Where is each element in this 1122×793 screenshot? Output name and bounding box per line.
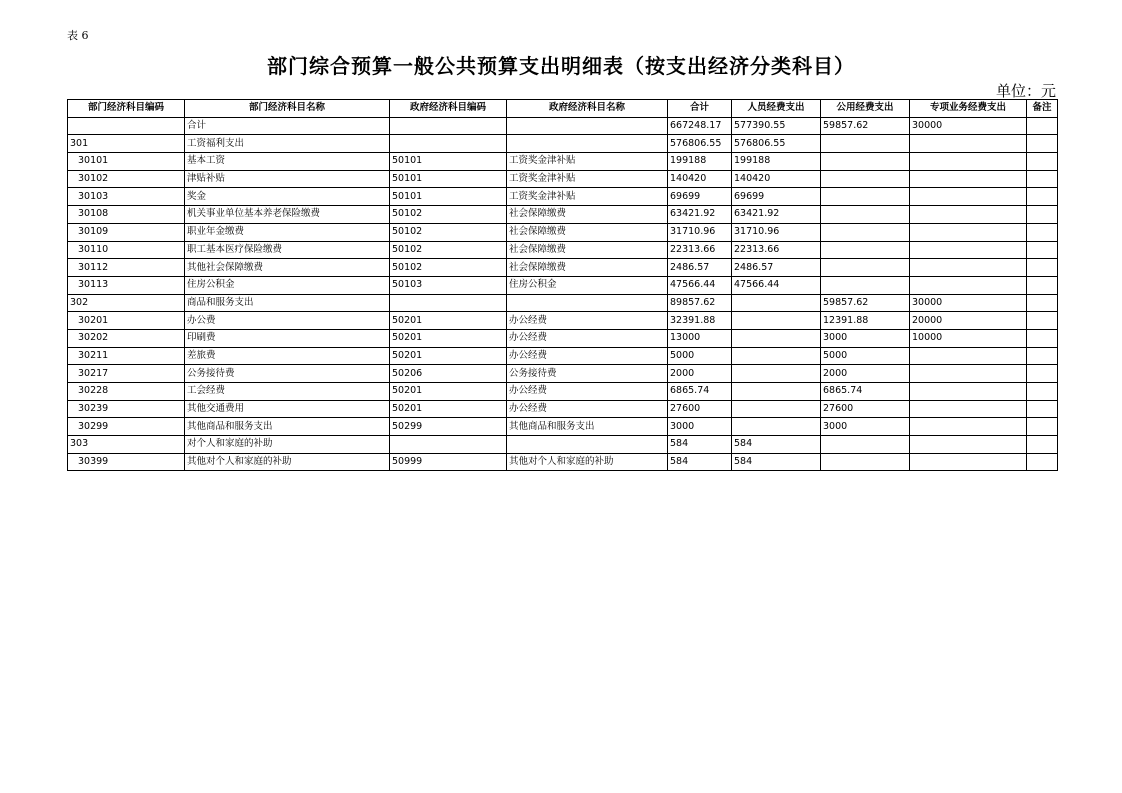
table-row [68,188,1058,206]
table-row [68,329,1058,347]
public-cell: 3000 [821,329,910,347]
gov-code-cell: 50101 [390,188,507,206]
column-header: 合计 [668,100,732,118]
total-cell: 140420 [668,170,732,188]
gov-name-cell: 工资奖金津补贴 [507,188,668,206]
gov-name-cell [507,436,668,454]
dept-code-cell: 301 [68,135,185,153]
gov-code-cell: 50103 [390,276,507,294]
remark-cell [1027,383,1058,401]
gov-name-cell: 办公经费 [507,329,668,347]
dept-name-cell: 公务接待费 [185,365,390,383]
table-row [68,347,1058,365]
table-row [68,153,1058,171]
remark-cell [1027,329,1058,347]
public-cell [821,170,910,188]
special-cell: 10000 [910,329,1027,347]
dept-code-cell: 30101 [68,153,185,171]
gov-name-cell: 办公经费 [507,400,668,418]
special-cell [910,259,1027,277]
total-cell: 199188 [668,153,732,171]
public-cell [821,206,910,224]
public-cell [821,223,910,241]
total-cell: 6865.74 [668,383,732,401]
gov-code-cell: 50201 [390,347,507,365]
total-cell: 89857.62 [668,294,732,312]
dept-name-cell: 其他商品和服务支出 [185,418,390,436]
total-cell: 584 [668,453,732,471]
public-cell [821,135,910,153]
gov-name-cell: 社会保障缴费 [507,223,668,241]
dept-code-cell: 30113 [68,276,185,294]
dept-name-cell: 工资福利支出 [185,135,390,153]
column-header: 政府经济科目名称 [507,100,668,118]
gov-code-cell: 50201 [390,329,507,347]
dept-name-cell: 工会经费 [185,383,390,401]
remark-cell [1027,312,1058,330]
column-header: 备注 [1027,100,1058,118]
personnel-cell: 2486.57 [732,259,821,277]
gov-name-cell: 其他商品和服务支出 [507,418,668,436]
remark-cell [1027,436,1058,454]
personnel-cell [732,418,821,436]
personnel-cell: 576806.55 [732,135,821,153]
remark-cell [1027,365,1058,383]
dept-code-cell [68,117,185,135]
dept-code-cell: 30217 [68,365,185,383]
personnel-cell: 47566.44 [732,276,821,294]
gov-name-cell: 公务接待费 [507,365,668,383]
total-cell: 3000 [668,418,732,436]
public-cell [821,153,910,171]
personnel-cell: 63421.92 [732,206,821,224]
gov-code-cell: 50206 [390,365,507,383]
remark-cell [1027,418,1058,436]
dept-code-cell: 30201 [68,312,185,330]
dept-name-cell: 职业年金缴费 [185,223,390,241]
table-row [68,117,1058,135]
gov-name-cell [507,294,668,312]
dept-code-cell: 30299 [68,418,185,436]
table-body [68,117,1058,471]
gov-name-cell: 社会保障缴费 [507,259,668,277]
dept-code-cell: 30110 [68,241,185,259]
total-cell: 22313.66 [668,241,732,259]
column-header: 部门经济科目编码 [68,100,185,118]
special-cell [910,453,1027,471]
remark-cell [1027,294,1058,312]
gov-code-cell: 50102 [390,223,507,241]
dept-name-cell: 职工基本医疗保险缴费 [185,241,390,259]
gov-name-cell [507,117,668,135]
special-cell: 30000 [910,117,1027,135]
dept-name-cell: 其他对个人和家庭的补助 [185,453,390,471]
gov-code-cell: 50299 [390,418,507,436]
public-cell: 5000 [821,347,910,365]
gov-code-cell: 50101 [390,170,507,188]
special-cell [910,153,1027,171]
table-row [68,383,1058,401]
remark-cell [1027,153,1058,171]
personnel-cell: 31710.96 [732,223,821,241]
total-cell: 13000 [668,329,732,347]
dept-name-cell: 津贴补贴 [185,170,390,188]
special-cell [910,436,1027,454]
gov-name-cell: 办公经费 [507,312,668,330]
unit-label: 单位：元 [995,82,1056,100]
public-cell: 6865.74 [821,383,910,401]
total-cell: 27600 [668,400,732,418]
gov-code-cell [390,117,507,135]
gov-name-cell: 办公经费 [507,383,668,401]
gov-code-cell: 50999 [390,453,507,471]
personnel-cell: 22313.66 [732,241,821,259]
dept-name-cell: 合计 [185,117,390,135]
remark-cell [1027,276,1058,294]
special-cell: 20000 [910,312,1027,330]
personnel-cell: 584 [732,453,821,471]
remark-cell [1027,400,1058,418]
dept-code-cell: 30102 [68,170,185,188]
gov-code-cell [390,294,507,312]
gov-code-cell: 50201 [390,400,507,418]
public-cell: 59857.62 [821,294,910,312]
total-cell: 47566.44 [668,276,732,294]
special-cell [910,400,1027,418]
remark-cell [1027,117,1058,135]
personnel-cell: 199188 [732,153,821,171]
total-cell: 69699 [668,188,732,206]
dept-name-cell: 差旅费 [185,347,390,365]
dept-name-cell: 其他交通费用 [185,400,390,418]
dept-code-cell: 30239 [68,400,185,418]
personnel-cell [732,365,821,383]
special-cell [910,188,1027,206]
personnel-cell: 577390.55 [732,117,821,135]
special-cell [910,135,1027,153]
dept-code-cell: 30211 [68,347,185,365]
dept-code-cell: 30103 [68,188,185,206]
table-row [68,365,1058,383]
personnel-cell [732,383,821,401]
personnel-cell [732,329,821,347]
dept-name-cell: 印刷费 [185,329,390,347]
personnel-cell [732,347,821,365]
gov-code-cell: 50102 [390,241,507,259]
public-cell [821,276,910,294]
special-cell [910,418,1027,436]
remark-cell [1027,259,1058,277]
public-cell: 3000 [821,418,910,436]
table-number: 表 6 [67,29,89,42]
special-cell [910,206,1027,224]
table-row [68,312,1058,330]
table-row [68,170,1058,188]
public-cell: 12391.88 [821,312,910,330]
dept-code-cell: 30202 [68,329,185,347]
dept-code-cell: 30112 [68,259,185,277]
gov-name-cell: 工资奖金津补贴 [507,153,668,171]
dept-code-cell: 302 [68,294,185,312]
public-cell [821,241,910,259]
personnel-cell: 69699 [732,188,821,206]
total-cell: 31710.96 [668,223,732,241]
remark-cell [1027,347,1058,365]
gov-code-cell: 50201 [390,312,507,330]
table-row [68,259,1058,277]
special-cell [910,223,1027,241]
remark-cell [1027,241,1058,259]
total-cell: 63421.92 [668,206,732,224]
personnel-cell [732,400,821,418]
special-cell [910,241,1027,259]
dept-name-cell: 奖金 [185,188,390,206]
dept-name-cell: 住房公积金 [185,276,390,294]
table-row [68,241,1058,259]
public-cell: 59857.62 [821,117,910,135]
page-title: 部门综合预算一般公共预算支出明细表（按支出经济分类科目） [267,54,855,78]
dept-code-cell: 30228 [68,383,185,401]
total-cell: 5000 [668,347,732,365]
column-header: 专项业务经费支出 [910,100,1027,118]
gov-code-cell: 50102 [390,259,507,277]
table-row [68,206,1058,224]
personnel-cell: 584 [732,436,821,454]
total-cell: 576806.55 [668,135,732,153]
gov-code-cell [390,436,507,454]
dept-code-cell: 30399 [68,453,185,471]
remark-cell [1027,453,1058,471]
personnel-cell: 140420 [732,170,821,188]
dept-code-cell: 30108 [68,206,185,224]
gov-name-cell: 其他对个人和家庭的补助 [507,453,668,471]
table-row [68,453,1058,471]
column-header: 部门经济科目名称 [185,100,390,118]
dept-name-cell: 其他社会保障缴费 [185,259,390,277]
public-cell [821,453,910,471]
gov-name-cell: 办公经费 [507,347,668,365]
dept-name-cell: 对个人和家庭的补助 [185,436,390,454]
table-row [68,276,1058,294]
remark-cell [1027,170,1058,188]
table-row [68,135,1058,153]
gov-code-cell [390,135,507,153]
table-row [68,223,1058,241]
dept-name-cell: 机关事业单位基本养老保险缴费 [185,206,390,224]
special-cell: 30000 [910,294,1027,312]
personnel-cell [732,294,821,312]
public-cell [821,188,910,206]
public-cell: 27600 [821,400,910,418]
special-cell [910,365,1027,383]
public-cell: 2000 [821,365,910,383]
special-cell [910,170,1027,188]
gov-code-cell: 50201 [390,383,507,401]
gov-name-cell: 社会保障缴费 [507,206,668,224]
remark-cell [1027,135,1058,153]
total-cell: 2000 [668,365,732,383]
gov-name-cell [507,135,668,153]
remark-cell [1027,188,1058,206]
total-cell: 667248.17 [668,117,732,135]
dept-code-cell: 30109 [68,223,185,241]
public-cell [821,259,910,277]
special-cell [910,276,1027,294]
column-header: 公用经费支出 [821,100,910,118]
public-cell [821,436,910,454]
table-row [68,400,1058,418]
special-cell [910,347,1027,365]
gov-name-cell: 社会保障缴费 [507,241,668,259]
total-cell: 32391.88 [668,312,732,330]
gov-code-cell: 50102 [390,206,507,224]
table-row [68,418,1058,436]
gov-name-cell: 住房公积金 [507,276,668,294]
dept-code-cell: 303 [68,436,185,454]
dept-name-cell: 基本工资 [185,153,390,171]
special-cell [910,383,1027,401]
column-header: 政府经济科目编码 [390,100,507,118]
remark-cell [1027,206,1058,224]
personnel-cell [732,312,821,330]
table-header-row [68,100,1058,118]
gov-code-cell: 50101 [390,153,507,171]
column-header: 人员经费支出 [732,100,821,118]
gov-name-cell: 工资奖金津补贴 [507,170,668,188]
total-cell: 584 [668,436,732,454]
table-row [68,436,1058,454]
dept-name-cell: 商品和服务支出 [185,294,390,312]
dept-name-cell: 办公费 [185,312,390,330]
remark-cell [1027,223,1058,241]
total-cell: 2486.57 [668,259,732,277]
table-row [68,294,1058,312]
budget-table [67,99,1058,471]
